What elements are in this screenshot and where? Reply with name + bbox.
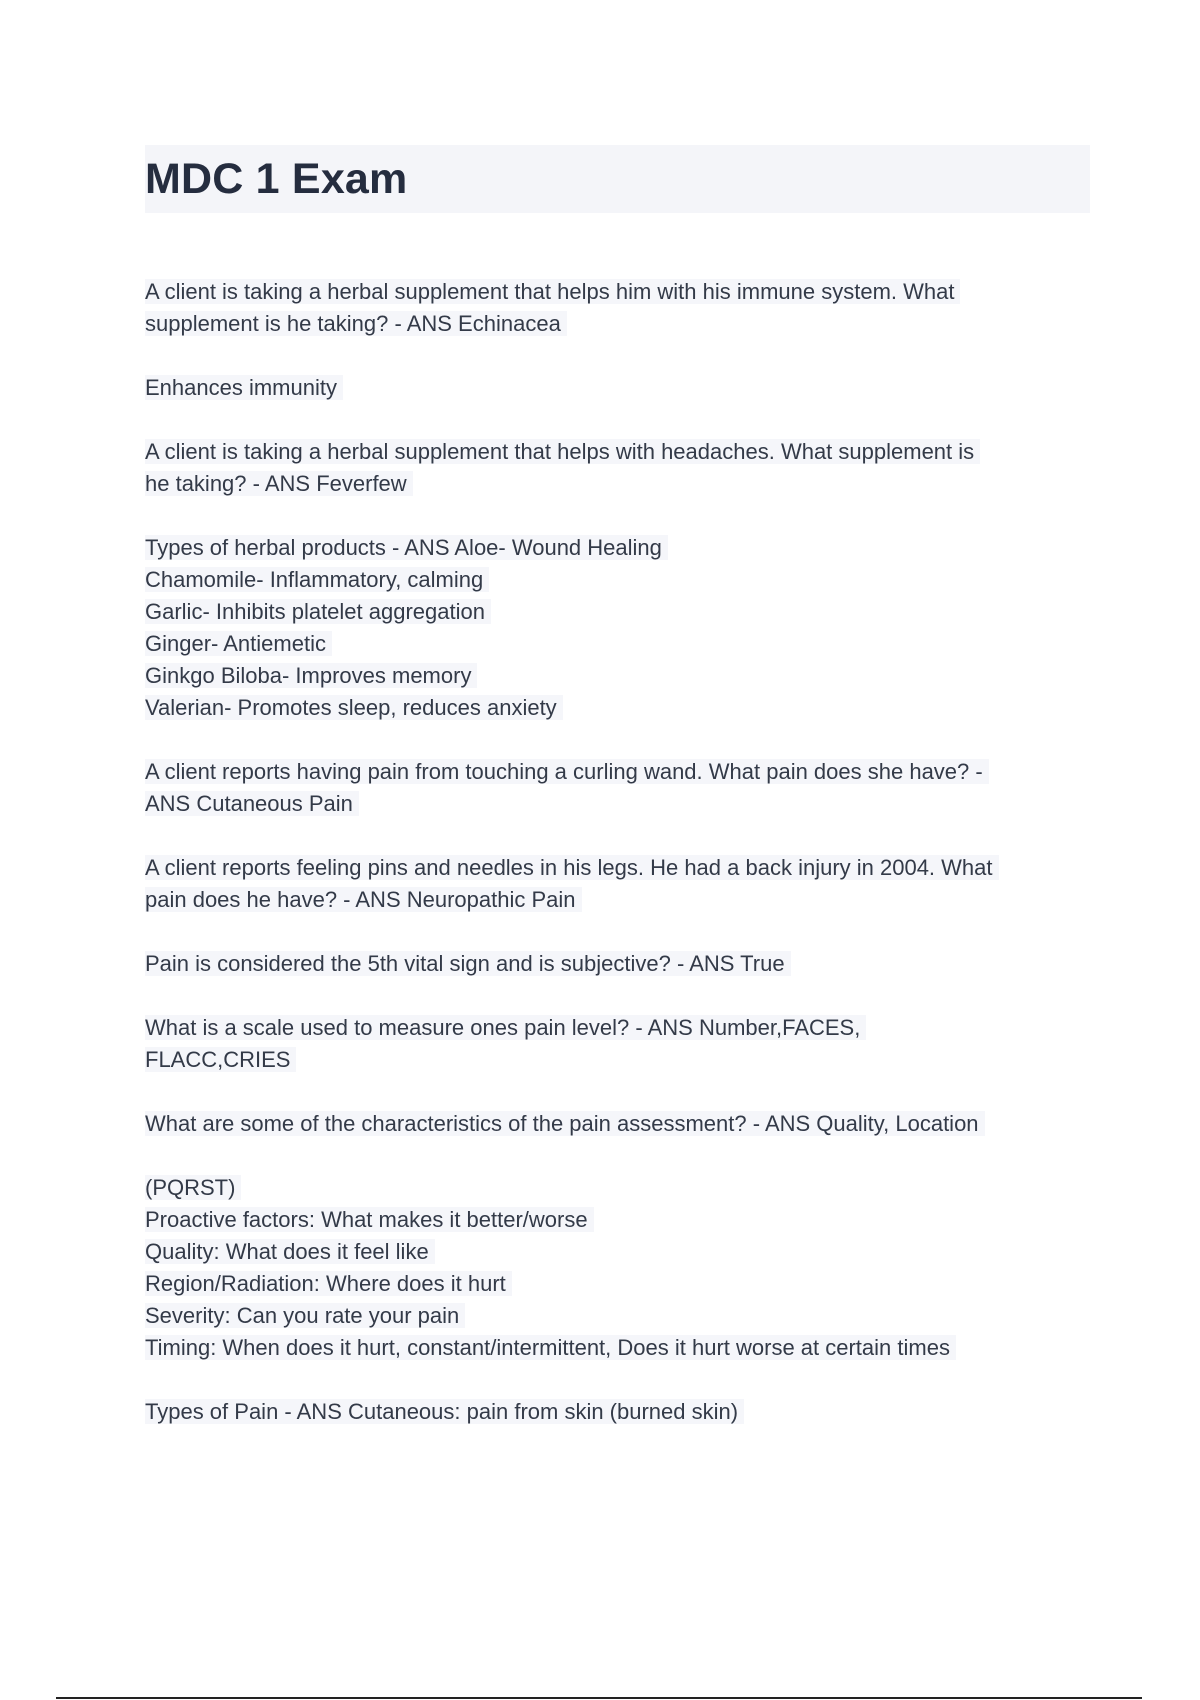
page-bottom-rule [56,1697,1142,1699]
text-line: Garlic- Inhibits platelet aggregation [145,599,491,624]
qa-block [145,276,1090,340]
qa-block [145,1172,1090,1364]
qa-block [145,1396,1090,1428]
text-line: Pain is considered the 5th vital sign and is subjective? - ANS True [145,951,791,976]
text-line: Region/Radiation: Where does it hurt [145,1271,512,1296]
document-title: MDC 1 Exam [145,154,408,203]
text-line: Severity: Can you rate your pain [145,1303,465,1328]
qa-block [145,852,1090,916]
text-line: Types of Pain - ANS Cutaneous: pain from skin (burned skin) [145,1399,744,1424]
text-line: Valerian- Promotes sleep, reduces anxiety [145,695,563,720]
text-line: What is a scale used to measure ones pain level? - ANS Number,FACES, [145,1015,866,1040]
document-content [145,276,1090,1428]
text-line: he taking? - ANS Feverfew [145,471,413,496]
qa-block [145,1012,1090,1076]
document-page [145,145,1090,1460]
qa-block [145,756,1090,820]
qa-block [145,1108,1090,1140]
text-line: Enhances immunity [145,375,343,400]
text-line: A client is taking a herbal supplement that helps with headaches. What supplement is [145,439,980,464]
text-line: Quality: What does it feel like [145,1239,435,1264]
qa-block [145,436,1090,500]
text-line: supplement is he taking? - ANS Echinacea [145,311,567,336]
text-line: pain does he have? - ANS Neuropathic Pain [145,887,582,912]
qa-block [145,532,1090,724]
text-line: (PQRST) [145,1175,241,1200]
text-line: ANS Cutaneous Pain [145,791,359,816]
text-line: FLACC,CRIES [145,1047,296,1072]
text-line: Ginger- Antiemetic [145,631,332,656]
text-line: Ginkgo Biloba- Improves memory [145,663,477,688]
qa-block [145,372,1090,404]
text-line: Types of herbal products - ANS Aloe- Wound Healing [145,535,668,560]
title-banner [145,145,1090,213]
text-line: A client reports having pain from touching a curling wand. What pain does she have? - [145,759,989,784]
text-line: Chamomile- Inflammatory, calming [145,567,489,592]
text-line: Proactive factors: What makes it better/worse [145,1207,594,1232]
text-line: A client reports feeling pins and needles in his legs. He had a back injury in 2004. What [145,855,999,880]
qa-block [145,948,1090,980]
text-line: A client is taking a herbal supplement that helps him with his immune system. What [145,279,960,304]
text-line: What are some of the characteristics of the pain assessment? - ANS Quality, Location [145,1111,985,1136]
text-line: Timing: When does it hurt, constant/intermittent, Does it hurt worse at certain times [145,1335,956,1360]
